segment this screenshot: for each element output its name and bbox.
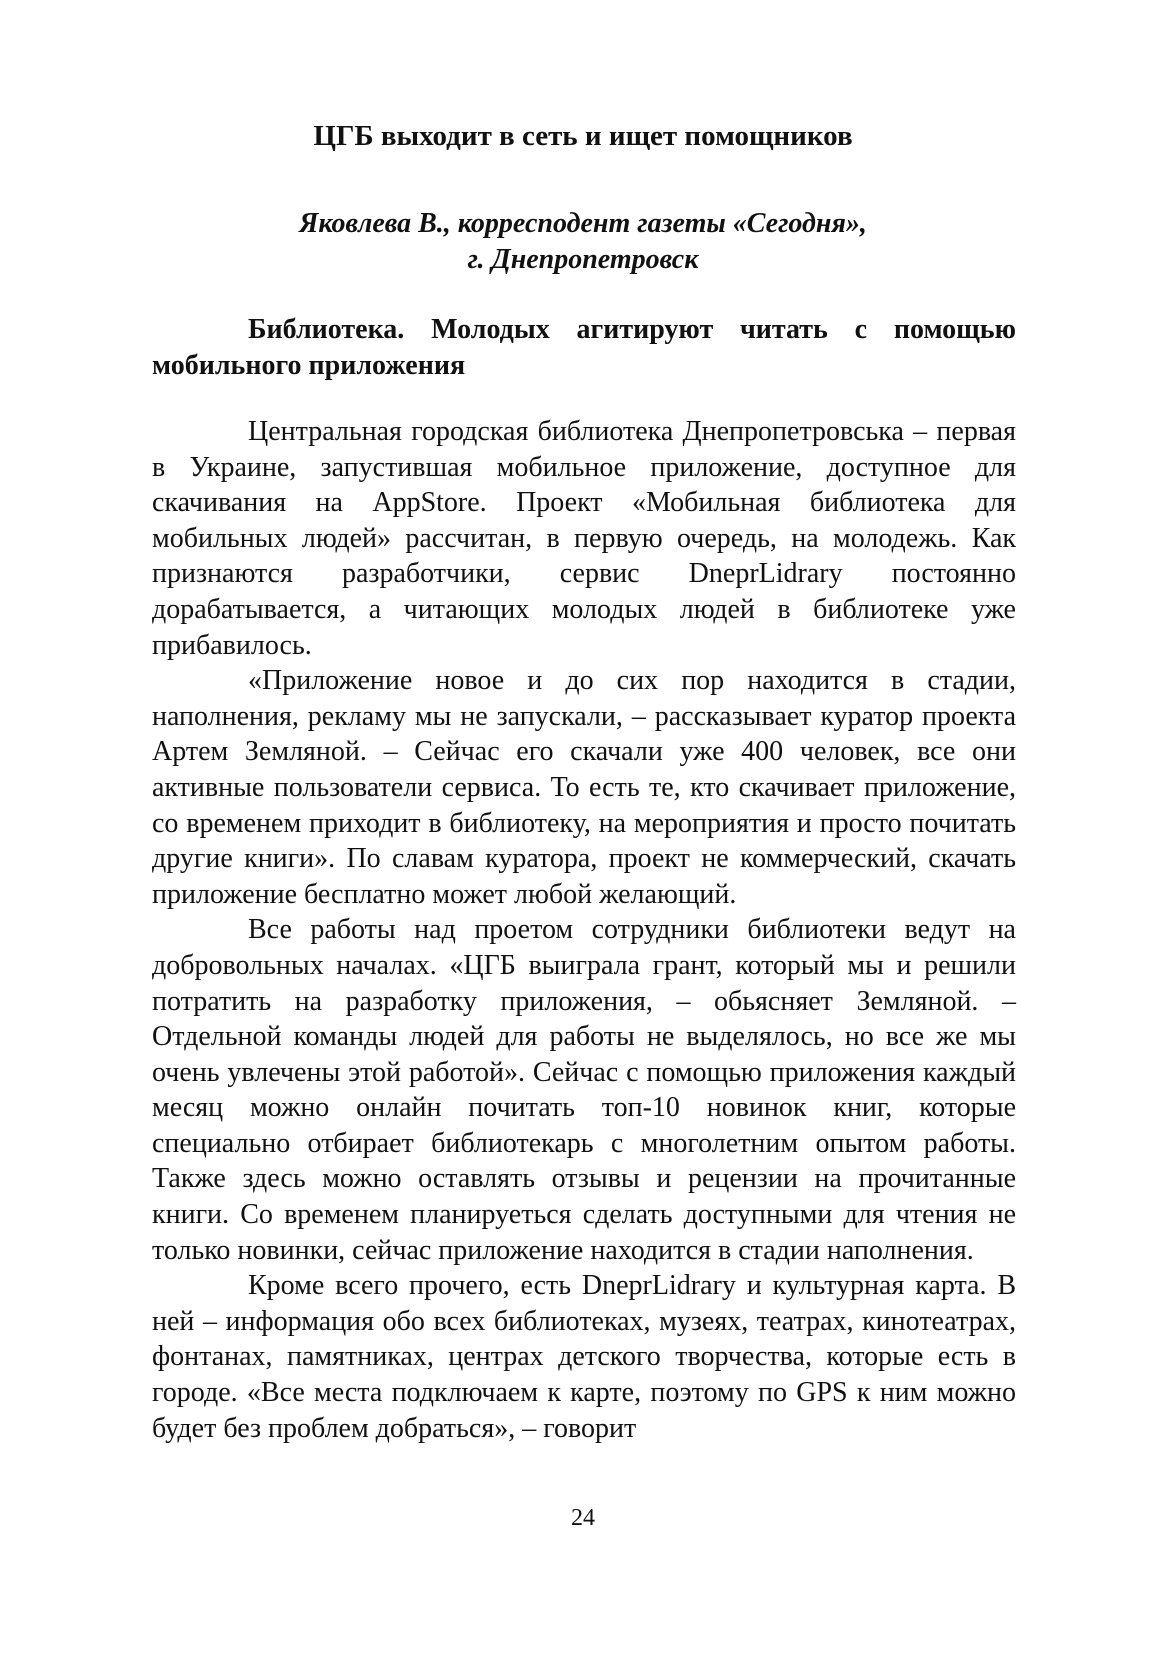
article-subtitle: Библиотека. Молодых агитируют читать с помощью мобильного приложения (152, 314, 1016, 381)
article-title: ЦГБ выходит в сеть и ищет помощников (313, 120, 853, 152)
author-line: Яковлева В., корресподент газеты «Сегодня», (299, 208, 867, 239)
paragraph: Центральная городская библиотека Днепропетровська – первая в Украине, запустившая мобильное приложение, доступное для скачивания на AppStore. Проект «Мобильная библиотека для мобильных людей» рассчитан, в первую очередь, на молодежь. Как признаются разработчики, сервис DneprLidrary постоянно дорабатывается, а читающих молодых людей в библиотеке уже прибавилось. (152, 416, 1016, 661)
paragraph: Кроме всего прочего, есть DneprLidrary и культурная карта. В ней – информация обо всех библиотеках, музеях, театрах, кинотеатрах, фонтанах, памятниках, центрах детского творчества, которые есть в городе. «Все места подключаем к карте, поэтому по GPS к ним можно будет без проблем добраться», – говорит (152, 1270, 1016, 1444)
article-body (152, 414, 1016, 1446)
page-number: 24 (571, 1505, 595, 1531)
article-author (150, 206, 1016, 278)
author-location: г. Днепропетровск (467, 244, 699, 275)
paragraph: Все работы над проетом сотрудники библиотеки ведут на добровольных началах. «ЦГБ выиграла грант, который мы и решили потратить на разработку приложения, – обьясняет Земляной. – Отдельной команды людей для работы не выделялось, но все же мы очень увлечены этой работой». Сейчас с помощью приложения каждый месяц можно онлайн почитать топ-10 новинок книг, которые специально отбирает библиотекарь с многолетним опытом работы. Также здесь можно оставлять отзывы и рецензии на прочитанные книги. Со временем планируеться сделать доступными для чтения не только новинки, сейчас приложение находится в стадии наполнения. (152, 914, 1016, 1266)
paragraph: «Приложение новое и до сих пор находится в стадии, наполнения, рекламу мы не запускали, – рассказывает куратор проекта Артем Земляной. – Сейчас его скачали уже 400 человек, все они активные пользователи сервиса. То есть те, кто скачивает приложение, со временем приходит в библиотеку, на мероприятия и просто почитать другие книги». По славам куратора, проект не коммерческий, скачать приложение бесплатно может любой желающий. (152, 665, 1016, 910)
